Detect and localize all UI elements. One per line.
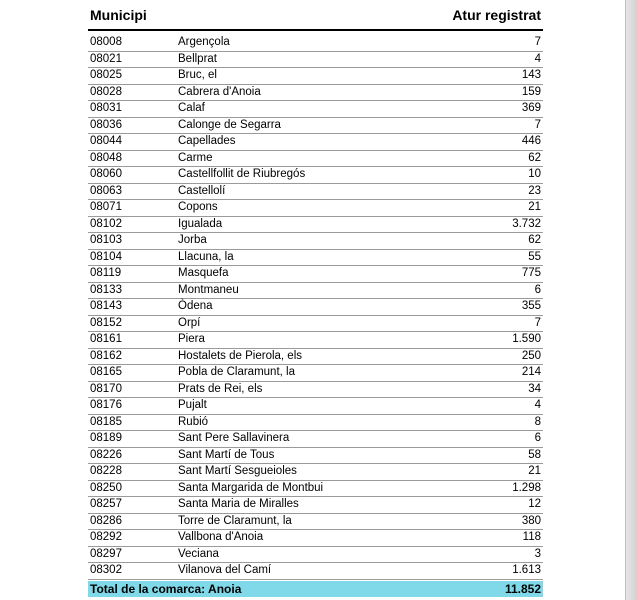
unemployment-value: 6 bbox=[534, 432, 541, 444]
unemployment-value: 8 bbox=[534, 415, 541, 428]
table-row bbox=[88, 497, 543, 514]
unemployment-value: 7 bbox=[534, 118, 541, 131]
municipality-name: Sant Pere Sallavinera bbox=[178, 432, 290, 444]
municipality-name: Cabrera d'Anoia bbox=[178, 85, 261, 98]
table-row bbox=[88, 514, 543, 531]
header-municipi: Municipi bbox=[90, 7, 147, 23]
municipality-name: Pujalt bbox=[178, 399, 207, 411]
municipality-code: 08161 bbox=[90, 333, 122, 345]
table-row bbox=[88, 365, 543, 382]
unemployment-value: 159 bbox=[521, 85, 541, 98]
table-row bbox=[88, 134, 543, 151]
municipality-name: Castellfollit de Riubregós bbox=[178, 168, 306, 180]
table-row bbox=[88, 563, 543, 580]
municipality-code: 08228 bbox=[90, 465, 122, 477]
municipality-name: Llacuna, la bbox=[178, 250, 234, 263]
unemployment-value: 21 bbox=[528, 201, 541, 213]
table-row bbox=[88, 250, 543, 267]
unemployment-value: 23 bbox=[528, 184, 541, 197]
municipality-name: Veciana bbox=[178, 547, 219, 560]
table-row bbox=[88, 52, 543, 69]
table-row bbox=[88, 530, 543, 547]
unemployment-value: 4 bbox=[534, 52, 541, 65]
table-row bbox=[88, 481, 543, 498]
unemployment-value: 62 bbox=[528, 151, 541, 164]
municipality-code: 08071 bbox=[90, 201, 122, 213]
unemployment-table bbox=[88, 5, 543, 597]
table-row bbox=[88, 316, 543, 333]
municipality-name: Pobla de Claramunt, la bbox=[178, 366, 295, 378]
municipality-code: 08028 bbox=[90, 85, 122, 98]
table-row bbox=[88, 415, 543, 432]
unemployment-value: 7 bbox=[534, 316, 541, 329]
table-row bbox=[88, 118, 543, 135]
municipality-name: Prats de Rei, els bbox=[178, 382, 263, 395]
municipality-code: 08008 bbox=[90, 36, 122, 48]
table-row bbox=[88, 35, 543, 52]
unemployment-value: 55 bbox=[528, 250, 541, 263]
municipality-code: 08133 bbox=[90, 283, 122, 296]
municipality-name: Rubió bbox=[178, 415, 209, 428]
unemployment-value: 380 bbox=[521, 514, 541, 527]
header-atur-registrat: Atur registrat bbox=[452, 7, 541, 23]
municipality-name: Calaf bbox=[178, 102, 205, 114]
total-row bbox=[88, 581, 543, 597]
municipality-code: 08302 bbox=[90, 564, 122, 576]
unemployment-value: 143 bbox=[521, 69, 541, 81]
municipality-code: 08048 bbox=[90, 151, 122, 164]
table-row bbox=[88, 266, 543, 283]
unemployment-value: 3.732 bbox=[512, 217, 541, 230]
municipality-code: 08102 bbox=[90, 217, 122, 230]
unemployment-value: 6 bbox=[534, 283, 541, 296]
table-row bbox=[88, 464, 543, 481]
municipality-name: Calonge de Segarra bbox=[178, 118, 281, 131]
unemployment-value: 1.590 bbox=[512, 333, 541, 345]
municipality-name: Vilanova del Camí bbox=[178, 564, 272, 576]
unemployment-value: 21 bbox=[528, 465, 541, 477]
table-row bbox=[88, 283, 543, 300]
municipality-code: 08176 bbox=[90, 399, 122, 411]
unemployment-value: 446 bbox=[521, 135, 541, 147]
municipality-code: 08170 bbox=[90, 382, 122, 395]
unemployment-value: 775 bbox=[521, 267, 541, 279]
municipality-name: Jorba bbox=[178, 234, 207, 246]
table-row bbox=[88, 151, 543, 168]
municipality-code: 08143 bbox=[90, 300, 122, 312]
municipality-name: Sant Martí Sesgueioles bbox=[178, 465, 297, 477]
municipality-code: 08297 bbox=[90, 547, 122, 560]
municipality-name: Orpí bbox=[178, 316, 201, 329]
municipality-code: 08292 bbox=[90, 531, 122, 543]
municipality-code: 08119 bbox=[90, 267, 122, 279]
municipality-name: Argençola bbox=[178, 36, 230, 48]
table-row bbox=[88, 184, 543, 201]
municipality-name: Vallbona d'Anoia bbox=[178, 531, 264, 543]
municipality-code: 08189 bbox=[90, 432, 122, 444]
municipality-code: 08257 bbox=[90, 498, 122, 510]
municipality-code: 08162 bbox=[90, 349, 122, 362]
unemployment-value: 214 bbox=[521, 366, 541, 378]
municipality-code: 08063 bbox=[90, 184, 122, 197]
municipality-name: Hostalets de Pierola, els bbox=[178, 349, 303, 362]
unemployment-value: 250 bbox=[521, 349, 541, 362]
unemployment-value: 7 bbox=[534, 36, 541, 48]
municipality-name: Copons bbox=[178, 201, 218, 213]
municipality-name: Piera bbox=[178, 333, 205, 345]
municipality-name: Carme bbox=[178, 151, 213, 164]
municipality-code: 08044 bbox=[90, 135, 122, 147]
table-row bbox=[88, 68, 543, 85]
municipality-name: Montmaneu bbox=[178, 283, 239, 296]
municipality-code: 08036 bbox=[90, 118, 122, 131]
unemployment-value: 369 bbox=[521, 102, 541, 114]
municipality-code: 08185 bbox=[90, 415, 122, 428]
municipality-code: 08165 bbox=[90, 366, 122, 378]
municipality-code: 08103 bbox=[90, 234, 122, 246]
unemployment-value: 355 bbox=[521, 300, 541, 312]
municipality-code: 08025 bbox=[90, 69, 122, 81]
table-row bbox=[88, 332, 543, 349]
municipality-name: Igualada bbox=[178, 217, 223, 230]
window-frame-edge bbox=[625, 0, 637, 600]
table-row bbox=[88, 547, 543, 564]
municipality-code: 08031 bbox=[90, 102, 122, 114]
unemployment-value: 12 bbox=[528, 498, 541, 510]
unemployment-value: 118 bbox=[522, 531, 541, 543]
table-row bbox=[88, 167, 543, 184]
total-value: 11.852 bbox=[504, 581, 541, 596]
municipality-name: Òdena bbox=[178, 300, 213, 312]
table-row bbox=[88, 233, 543, 250]
unemployment-value: 4 bbox=[534, 399, 541, 411]
municipality-code: 08286 bbox=[90, 514, 122, 527]
municipality-name: Masquefa bbox=[178, 267, 229, 279]
municipality-name: Sant Martí de Tous bbox=[178, 448, 275, 461]
municipality-name: Bruc, el bbox=[178, 69, 217, 81]
municipality-name: Bellprat bbox=[178, 52, 217, 65]
unemployment-value: 34 bbox=[528, 382, 541, 395]
table-row bbox=[88, 431, 543, 448]
municipality-code: 08104 bbox=[90, 250, 122, 263]
municipality-name: Capellades bbox=[178, 135, 236, 147]
table-row bbox=[88, 398, 543, 415]
table-row bbox=[88, 200, 543, 217]
table-header bbox=[88, 5, 543, 31]
table-row bbox=[88, 85, 543, 102]
table-row bbox=[88, 349, 543, 366]
table-row bbox=[88, 448, 543, 465]
municipality-name: Santa Maria de Miralles bbox=[178, 498, 299, 510]
table-body bbox=[88, 35, 543, 580]
municipality-name: Santa Margarida de Montbui bbox=[178, 481, 324, 494]
unemployment-value: 1.298 bbox=[512, 481, 541, 494]
total-label: Total de la comarca: Anoia bbox=[90, 581, 242, 596]
table-row bbox=[88, 382, 543, 399]
municipality-name: Torre de Claramunt, la bbox=[178, 514, 292, 527]
table-row bbox=[88, 299, 543, 316]
unemployment-value: 62 bbox=[528, 234, 541, 246]
municipality-code: 08250 bbox=[90, 481, 122, 494]
table-row bbox=[88, 217, 543, 234]
unemployment-value: 58 bbox=[528, 448, 541, 461]
municipality-code: 08060 bbox=[90, 168, 122, 180]
unemployment-value: 3 bbox=[534, 547, 541, 560]
table-row bbox=[88, 101, 543, 118]
municipality-code: 08152 bbox=[90, 316, 122, 329]
municipality-code: 08226 bbox=[90, 448, 122, 461]
unemployment-value: 10 bbox=[528, 168, 541, 180]
unemployment-value: 1.613 bbox=[512, 564, 541, 576]
municipality-name: Castellolí bbox=[178, 184, 226, 197]
municipality-code: 08021 bbox=[90, 52, 122, 65]
